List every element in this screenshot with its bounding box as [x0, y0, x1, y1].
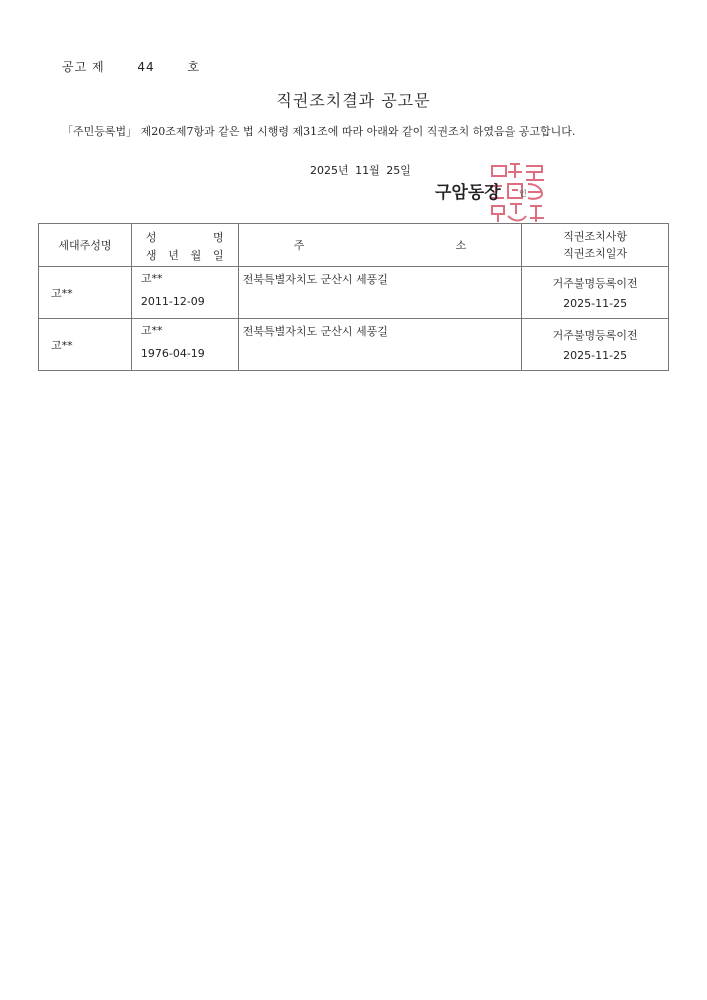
cell-household-head: 고**: [39, 319, 132, 371]
header-birth-char: 년: [168, 249, 179, 262]
cell-action-type: 거주불명등록이전: [552, 277, 638, 290]
cell-name-birth: [131, 267, 238, 319]
cell-action: [522, 319, 669, 371]
cell-address: 전북특별자치도 군산시 세풍길: [238, 267, 522, 319]
cell-birth: 2011-12-09: [140, 295, 205, 308]
header-address-char: 주: [293, 239, 305, 252]
cell-action-date: 2025-11-25: [563, 297, 628, 310]
header-address-char: 소: [455, 239, 467, 252]
table-row: [39, 319, 669, 371]
header-action-type: 직권조치사항: [563, 230, 627, 243]
issue-date: 2025년 11월 25일: [310, 164, 411, 177]
cell-birth: 1976-04-19: [140, 347, 205, 360]
cell-action-date: 2025-11-25: [563, 349, 628, 362]
table-header-row: [39, 224, 669, 267]
results-table: [38, 223, 669, 371]
header-name-char: 성: [145, 231, 157, 244]
notice-suffix: 호: [187, 60, 201, 74]
cell-action: [522, 267, 669, 319]
cell-name: 고**: [140, 324, 163, 337]
seal-mark-label: 인: [519, 189, 527, 198]
header-name-birth: [131, 224, 238, 267]
cell-action-type: 거주불명등록이전: [552, 329, 638, 342]
header-action: [522, 224, 669, 267]
signer-name: 구암동장: [435, 183, 501, 203]
header-household-head: 세대주성명: [39, 224, 132, 267]
header-birth-char: 생: [145, 249, 157, 262]
header-birth-char: 일: [213, 249, 224, 262]
header-address: [238, 224, 522, 267]
body-paragraph: 「주민등록법」 제20조제7항과 같은 법 시행령 제31조에 따라 아래와 같이 직권조치 하였음을 공고합니다.: [62, 125, 576, 138]
header-name-char: 명: [213, 231, 224, 244]
header-action-date: 직권조치일자: [563, 247, 627, 260]
cell-name: 고**: [140, 272, 163, 285]
notice-number: 44: [137, 60, 155, 74]
notice-prefix: 공고 제: [62, 60, 105, 74]
document-title: 직권조치결과 공고문: [276, 91, 431, 110]
table-row: [39, 267, 669, 319]
notice-number-line: [62, 58, 200, 75]
cell-household-head: 고**: [39, 267, 132, 319]
cell-name-birth: [131, 319, 238, 371]
cell-address: 전북특별자치도 군산시 세풍길: [238, 319, 522, 371]
header-birth-char: 월: [190, 249, 202, 262]
